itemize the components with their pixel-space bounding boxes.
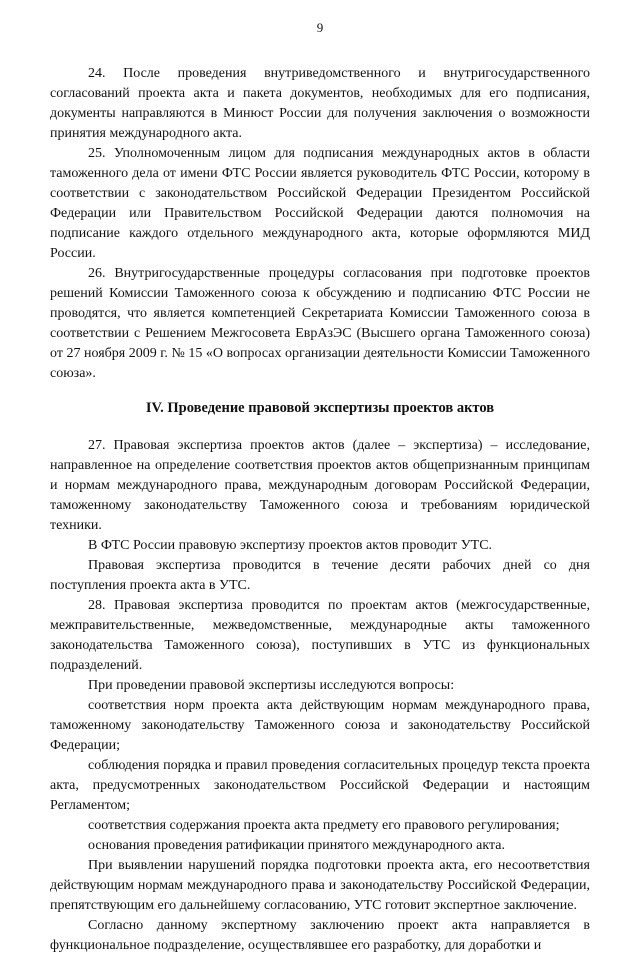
- paragraph-violations: При выявлении нарушений порядка подготовки проекта акта, его несоответствия действующим нормам международного права и законодательству Российской Федерации, препятствующим его дальнейшему согласованию, УТС готовит экспертное заключение.: [50, 858, 590, 913]
- paragraph-27-responsible: В ФТС России правовую экспертизу проектов актов проводит УТС.: [88, 538, 493, 553]
- paragraph-conclusion: Согласно данному экспертному заключению проект акта направляется в функциональное подразделение, осуществлявшее его разработку, для доработки и: [50, 918, 590, 953]
- paragraph-26: 26. Внутригосударственные процедуры согласования при подготовке проектов решений Комиссии Таможенного союза к обсуждению и подписанию ФТС России не проводятся, что является компетенцией Секретариата Комиссии Таможенного союза в соответствии с Решением Межгосовета ЕврАзЭС (Высшего органа Таможенного союза) от 27 ноября 2009 г. № 15 «О вопросах организации деятельности Комиссии Таможенного союза».: [50, 266, 590, 381]
- page-number: 9: [316, 20, 324, 35]
- paragraph-27-deadline: Правовая экспертиза проводится в течение десяти рабочих дней со дня поступления проекта акта в УТС.: [50, 558, 590, 593]
- paragraph-27: 27. Правовая экспертиза проектов актов (далее – экспертиза) – исследование, направленное на определение соответствия проектов актов общепризнанным принципам и нормам международного права, международным договорам Российской Федерации, таможенному законодательству Таможенного союза и требованиям юридической техники.: [50, 438, 590, 533]
- paragraph-28-questions-intro: При проведении правовой экспертизы исследуются вопросы:: [88, 678, 455, 693]
- section-heading: IV. Проведение правовой экспертизы проектов актов: [145, 400, 495, 416]
- paragraph-28-question-4: основания проведения ратификации принятого международного акта.: [88, 838, 505, 853]
- paragraph-28-question-1: соответствия норм проекта акта действующим нормам международного права, таможенному законодательству Таможенного союза и законодательству Российской Федерации;: [50, 698, 590, 753]
- paragraph-28: 28. Правовая экспертиза проводится по проектам актов (межгосударственные, межправительственные, межведомственные, международные акты таможенного законодательства Таможенного союза), поступивших в УТС из функциональных подразделений.: [50, 598, 590, 673]
- paragraph-25: 25. Уполномоченным лицом для подписания международных актов в области таможенного дела от имени ФТС России является руководитель ФТС России, которому в соответствии с законодательством Российской Федерации Президентом Российской Федерации или Правительством Российской Федерации даются полномочия на подписание каждого отдельного международного акта, которые оформляются МИД России.: [50, 146, 590, 261]
- paragraph-28-question-3: соответствия содержания проекта акта предмету его правового регулирования;: [88, 818, 560, 833]
- paragraph-24: 24. После проведения внутриведомственного и внутригосударственного согласований проекта акта и пакета документов, необходимых для его подписания, документы направляются в Минюст России для получения заключения о возможности принятия международного акта.: [50, 66, 590, 141]
- paragraph-28-question-2: соблюдения порядка и правил проведения согласительных процедур текста проекта акта, предусмотренных законодательством Российской Федерации и настоящим Регламентом;: [50, 758, 590, 813]
